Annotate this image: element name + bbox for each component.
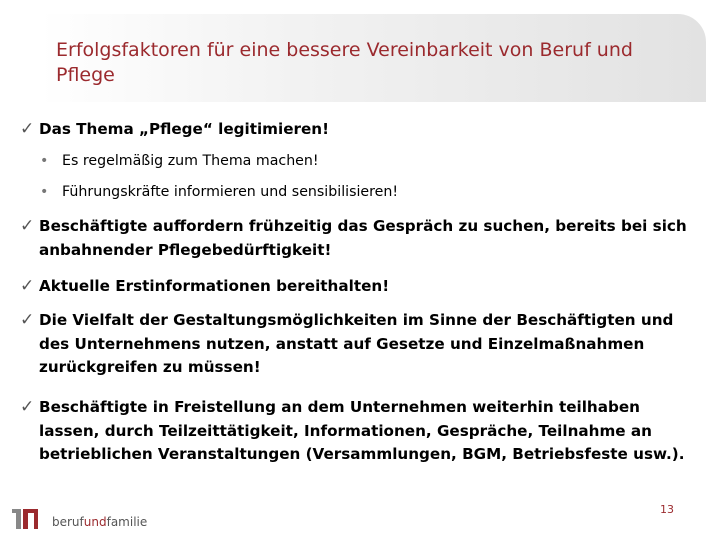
checklist-item-text: Das Thema „Pflege“ legitimieren! <box>39 120 330 138</box>
checklist-item <box>20 215 700 262</box>
sub-bullet-item <box>40 151 680 171</box>
berufundfamilie-logo <box>12 507 152 531</box>
checklist-item-text: Beschäftigte in Freistellung an dem Unternehmen weiterhin teilhaben lassen, durch Teilzeittätigkeit, Informationen, Gespräche, Teilnahme an betrieblichen Veranstaltungen (Versammlungen, BGM, Betriebsfeste usw.). <box>39 398 685 463</box>
berufundfamilie-logo-icon <box>12 507 48 529</box>
checklist-item <box>20 309 700 380</box>
logo-text <box>52 515 147 529</box>
checkmark-icon: ✓ <box>20 216 35 236</box>
checkmark-icon: ✓ <box>20 397 35 417</box>
checklist-item <box>20 275 700 299</box>
sub-bullet-text: Führungskräfte informieren und sensibilisieren! <box>62 184 399 200</box>
checkmark-icon: ✓ <box>20 276 35 296</box>
checklist-item <box>20 118 700 142</box>
checklist-item-text: Die Vielfalt der Gestaltungsmöglichkeiten im Sinne der Beschäftigten und des Unternehmens nutzen, anstatt auf Gesetze und Einzelmaßnahmen zurückgreifen zu müssen! <box>39 311 674 376</box>
logo-text-familie: familie <box>106 515 148 529</box>
sub-bullet-text: Es regelmäßig zum Thema machen! <box>62 153 319 169</box>
bullet-icon: • <box>40 184 49 200</box>
checkmark-icon: ✓ <box>20 310 35 330</box>
checklist-item-text: Beschäftigte auffordern frühzeitig das Gespräch zu suchen, bereits bei sich anbahnender Pflegebedürftigkeit! <box>39 217 687 259</box>
bullet-icon: • <box>40 153 49 169</box>
logo-text-und: und <box>83 515 107 529</box>
checkmark-icon: ✓ <box>20 119 35 139</box>
checklist-item <box>20 396 700 467</box>
logo-text-beruf: beruf <box>52 515 84 529</box>
sub-bullet-item <box>40 182 680 202</box>
page-number: 13 <box>660 503 674 516</box>
slide-title: Erfolgsfaktoren für eine bessere Vereinbarkeit von Beruf und Pflege <box>56 39 633 86</box>
checklist-item-text: Aktuelle Erstinformationen bereithalten! <box>39 277 390 295</box>
